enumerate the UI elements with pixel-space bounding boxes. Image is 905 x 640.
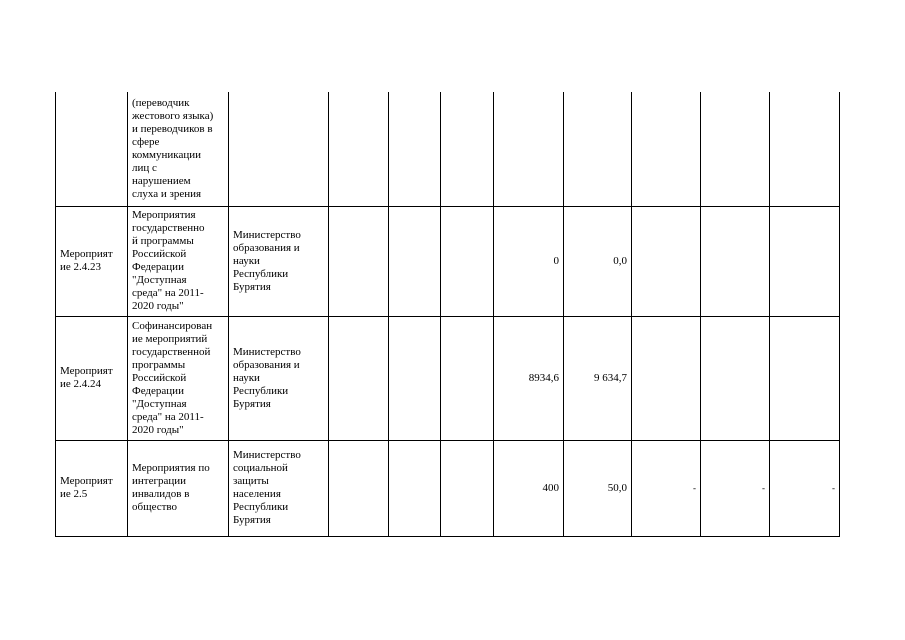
- event-name-cell: Мероприятия по интеграции инвалидов в общество: [128, 440, 229, 536]
- executor-cell: Министерство социальной защиты населения Республики Бурятия: [229, 440, 329, 536]
- table-row: [56, 316, 840, 440]
- event-name-cell: (переводчик жестового языка) и переводчиков в сфере коммуникации лиц с нарушением слуха и зрения: [128, 92, 229, 206]
- table-cell: [632, 92, 701, 206]
- table-cell: [441, 440, 494, 536]
- value-cell: 0: [494, 206, 564, 316]
- table-cell: [389, 440, 441, 536]
- table-cell: [329, 92, 389, 206]
- table-cell: [389, 316, 441, 440]
- table-cell: [389, 206, 441, 316]
- budget-table: [55, 92, 840, 537]
- event-code-cell: Мероприят ие 2.5: [56, 440, 128, 536]
- table-cell: [441, 92, 494, 206]
- table-cell: [770, 206, 840, 316]
- table-cell: [632, 206, 701, 316]
- table-cell: [389, 92, 441, 206]
- table-cell: [329, 440, 389, 536]
- table-cell: [701, 92, 770, 206]
- value-cell: 8934,6: [494, 316, 564, 440]
- dash-cell: -: [770, 440, 840, 536]
- value-cell: [564, 92, 632, 206]
- table-cell: [701, 206, 770, 316]
- value-cell: 9 634,7: [564, 316, 632, 440]
- table-cell: [770, 92, 840, 206]
- value-cell: [494, 92, 564, 206]
- event-code-cell: Мероприят ие 2.4.23: [56, 206, 128, 316]
- table-cell: [441, 206, 494, 316]
- table-cell: [701, 316, 770, 440]
- table-cell: [441, 316, 494, 440]
- value-cell: 400: [494, 440, 564, 536]
- event-name-cell: Софинансирован ие мероприятий государственной программы Российской Федерации "Доступная среда" на 2011- 2020 годы": [128, 316, 229, 440]
- table-cell: [329, 316, 389, 440]
- event-code-cell: Мероприят ие 2.4.24: [56, 316, 128, 440]
- value-cell: 0,0: [564, 206, 632, 316]
- executor-cell: Министерство образования и науки Республики Бурятия: [229, 206, 329, 316]
- executor-cell: Министерство образования и науки Республики Бурятия: [229, 316, 329, 440]
- table-row: [56, 440, 840, 536]
- value-cell: 50,0: [564, 440, 632, 536]
- executor-cell: [229, 92, 329, 206]
- event-name-cell: Мероприятия государственно й программы Российской Федерации "Доступная среда" на 2011- 2020 годы": [128, 206, 229, 316]
- table-cell: [329, 206, 389, 316]
- event-code-cell: [56, 92, 128, 206]
- dash-cell: -: [632, 440, 701, 536]
- table-cell: [632, 316, 701, 440]
- table-row: [56, 92, 840, 206]
- table-row: [56, 206, 840, 316]
- table-cell: [770, 316, 840, 440]
- dash-cell: -: [701, 440, 770, 536]
